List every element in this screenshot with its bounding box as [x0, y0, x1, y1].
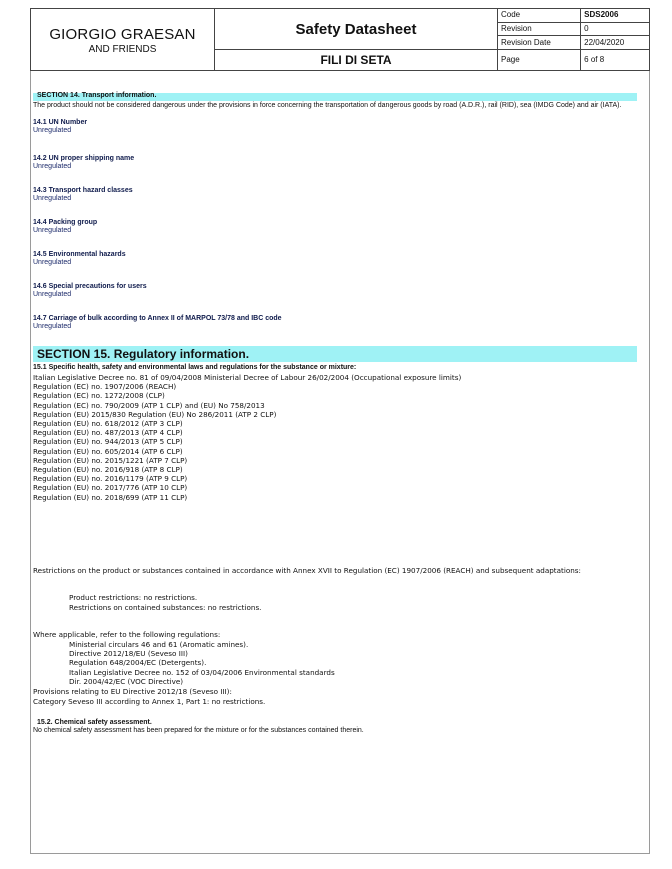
item-14-3-heading: 14.3 Transport hazard classes: [33, 187, 133, 194]
applicable-item: Italian Legislative Decree no. 152 of 03/04/2006 Environmental standards: [69, 667, 335, 677]
regulation-item: Regulation (EU) no. 2018/699 (ATP 11 CLP): [33, 492, 188, 502]
applicable-item: Directive 2012/18/EU (Seveso III): [69, 649, 188, 659]
regulation-item: Regulation (EU) no. 2017/776 (ATP 10 CLP): [33, 483, 188, 493]
regulation-item: Regulation (EU) no. 2016/1179 (ATP 9 CLP): [33, 474, 188, 484]
item-14-2-value: Unregulated: [33, 163, 72, 170]
section-15-2-heading: 15.2. Chemical safety assessment.: [37, 719, 152, 726]
code-label: Code: [498, 9, 581, 23]
regulation-item: Regulation (EU) no. 944/2013 (ATP 5 CLP): [33, 437, 183, 447]
regulation-item: Regulation (EU) no. 2015/1221 (ATP 7 CLP): [33, 455, 188, 465]
seveso-category: Category Seveso III according to Annex 1, Part 1: no restrictions.: [33, 697, 266, 706]
item-14-6-heading: 14.6 Special precautions for users: [33, 283, 147, 290]
regulation-item: Regulation (EC) no. 1907/2006 (REACH): [33, 382, 177, 392]
company-block: [31, 9, 215, 71]
regulation-item: Regulation (EC) no. 790/2009 (ATP 1 CLP) and (EU) No 758/2013: [33, 400, 265, 410]
regulation-item: Regulation (EC) no. 1272/2008 (CLP): [33, 391, 165, 401]
item-14-4-value: Unregulated: [33, 227, 72, 234]
section-15-2-text: No chemical safety assessment has been prepared for the mixture or for the substances contained therein.: [33, 727, 364, 734]
item-14-3-value: Unregulated: [33, 195, 72, 202]
item-14-1-value: Unregulated: [33, 127, 72, 134]
item-14-4-heading: 14.4 Packing group: [33, 219, 98, 226]
regulation-item: Italian Legislative Decree no. 81 of 09/04/2008 Ministerial Decree of Labour 26/02/2004 (Occupational exposure limits): [33, 373, 462, 382]
section-14-bar: [33, 93, 637, 101]
where-applicable: Where applicable, refer to the following regulations:: [33, 630, 221, 639]
item-14-5-value: Unregulated: [33, 259, 72, 266]
document-header: [30, 8, 650, 71]
document-title: Safety Datasheet: [215, 9, 498, 50]
section-14-title: SECTION 14. Transport information.: [37, 92, 157, 99]
item-14-6-value: Unregulated: [33, 291, 72, 298]
regulation-item: Regulation (EU) 2015/830 Regulation (EU) No 286/2011 (ATP 2 CLP): [33, 409, 277, 419]
page-number: 6 of 8: [581, 50, 650, 71]
applicable-item: Ministerial circulars 46 and 61 (Aromatic amines).: [69, 640, 249, 649]
section-15-1-heading: 15.1 Specific health, safety and environmental laws and regulations for the substance or mixture:: [33, 364, 357, 371]
applicable-item: Regulation 648/2004/EC (Detergents).: [69, 658, 207, 668]
regulation-item: Regulation (EU) no. 605/2014 (ATP 6 CLP): [33, 446, 183, 456]
item-14-7-value: Unregulated: [33, 323, 72, 330]
company-subtitle: AND FRIENDS: [88, 44, 157, 55]
revision-label: Revision: [498, 22, 581, 36]
product-name: FILI DI SETA: [215, 50, 498, 71]
item-14-5-heading: 14.5 Environmental hazards: [33, 251, 126, 258]
company-name: GIORGIO GRAESAN: [49, 26, 196, 43]
item-14-7-heading: 14.7 Carriage of bulk according to Annex II of MARPOL 73/78 and IBC code: [33, 315, 282, 322]
section-15-bar: [33, 346, 637, 362]
seveso-provisions: Provisions relating to EU Directive 2012/18 (Seveso III):: [33, 687, 232, 696]
page-label: Page: [498, 50, 581, 71]
item-14-1-heading: 14.1 UN Number: [33, 119, 88, 126]
applicable-regulations: [33, 640, 672, 686]
section-15-title: SECTION 15. Regulatory information.: [37, 347, 250, 361]
section-14-intro: The product should not be considered dangerous under the provisions in force concerning the transportation of dangerous goods by road (A.D.R.), rail (RID), sea (IMDG Code) and air (IATA).: [33, 102, 622, 109]
regulation-item: Regulation (EU) no. 618/2012 (ATP 3 CLP): [33, 419, 183, 429]
substance-restrictions: Restrictions on contained substances: no restrictions.: [69, 603, 262, 612]
item-14-2-heading: 14.2 UN proper shipping name: [33, 155, 135, 162]
revision-value: 0: [581, 22, 650, 36]
regulation-item: Regulation (EU) no. 2016/918 (ATP 8 CLP): [33, 465, 183, 475]
revision-date-value: 22/04/2020: [581, 36, 650, 50]
regulation-list: [33, 373, 639, 502]
code-value: SDS2006: [584, 10, 619, 20]
regulation-item: Regulation (EU) no. 487/2013 (ATP 4 CLP): [33, 428, 183, 438]
restrictions-intro: Restrictions on the product or substances contained in accordance with Annex XVII to Regulation (EC) 1907/2006 (REACH) and subsequent adaptations:: [33, 566, 581, 575]
applicable-item: Dir. 2004/42/EC (VOC Directive): [69, 676, 184, 686]
product-restrictions: Product restrictions: no restrictions.: [69, 593, 198, 602]
revision-date-label: Revision Date: [498, 36, 581, 50]
